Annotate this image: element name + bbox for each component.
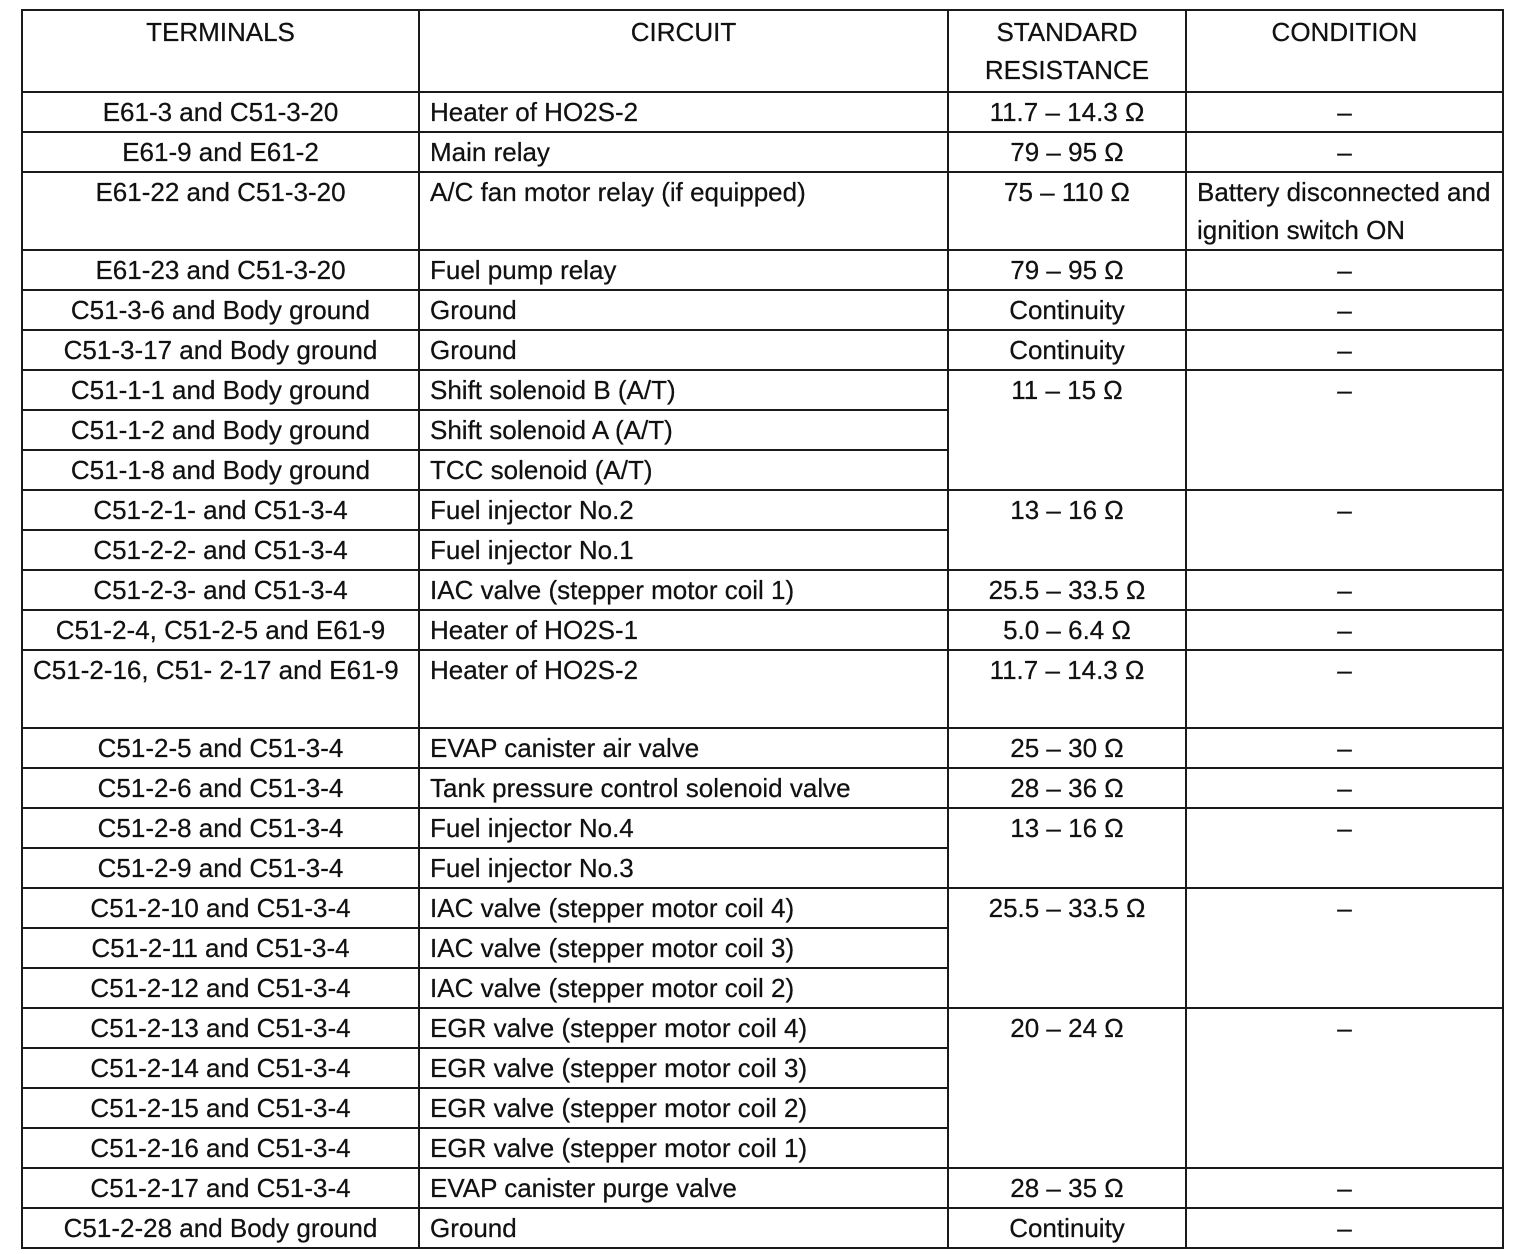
terminals-cell: C51-2-16, C51- 2-17 and E61-9 bbox=[22, 650, 419, 728]
resistance-cell: 13 – 16 Ω bbox=[948, 808, 1186, 888]
resistance-cell: Continuity bbox=[948, 330, 1186, 370]
table-row bbox=[22, 490, 1503, 530]
resistance-cell: 28 – 36 Ω bbox=[948, 768, 1186, 808]
condition-cell: – bbox=[1186, 330, 1503, 370]
terminals-cell: E61-22 and C51-3-20 bbox=[22, 172, 419, 250]
terminals-cell: C51-2-3- and C51-3-4 bbox=[22, 570, 419, 610]
circuit-cell: Main relay bbox=[419, 132, 948, 172]
table-row bbox=[22, 570, 1503, 610]
table-row bbox=[22, 1168, 1503, 1208]
circuit-cell: A/C fan motor relay (if equipped) bbox=[419, 172, 948, 250]
circuit-cell: EVAP canister air valve bbox=[419, 728, 948, 768]
terminals-cell: C51-2-9 and C51-3-4 bbox=[22, 848, 419, 888]
terminals-cell: C51-2-1- and C51-3-4 bbox=[22, 490, 419, 530]
terminals-cell: C51-2-13 and C51-3-4 bbox=[22, 1008, 419, 1048]
table-row bbox=[22, 1208, 1503, 1248]
condition-cell: – bbox=[1186, 290, 1503, 330]
circuit-cell: Shift solenoid B (A/T) bbox=[419, 370, 948, 410]
table-row bbox=[22, 172, 1503, 250]
circuit-cell: Ground bbox=[419, 1208, 948, 1248]
terminals-cell: C51-2-28 and Body ground bbox=[22, 1208, 419, 1248]
table-row bbox=[22, 808, 1503, 848]
table-row bbox=[22, 92, 1503, 132]
resistance-cell: 11.7 – 14.3 Ω bbox=[948, 650, 1186, 728]
condition-cell: Battery disconnected and ignition switch ON bbox=[1186, 172, 1503, 250]
resistance-cell: Continuity bbox=[948, 1208, 1186, 1248]
table-row bbox=[22, 250, 1503, 290]
header-condition: CONDITION bbox=[1186, 10, 1503, 92]
terminals-cell: C51-3-6 and Body ground bbox=[22, 290, 419, 330]
condition-cell: – bbox=[1186, 132, 1503, 172]
resistance-cell: 79 – 95 Ω bbox=[948, 132, 1186, 172]
table-row bbox=[22, 330, 1503, 370]
terminals-cell: C51-2-11 and C51-3-4 bbox=[22, 928, 419, 968]
terminals-cell: C51-1-2 and Body ground bbox=[22, 410, 419, 450]
resistance-cell: 13 – 16 Ω bbox=[948, 490, 1186, 570]
terminals-cell: C51-2-17 and C51-3-4 bbox=[22, 1168, 419, 1208]
resistance-cell: 28 – 35 Ω bbox=[948, 1168, 1186, 1208]
table-row bbox=[22, 610, 1503, 650]
terminals-cell: C51-1-1 and Body ground bbox=[22, 370, 419, 410]
condition-cell: – bbox=[1186, 808, 1503, 888]
terminals-cell: C51-2-5 and C51-3-4 bbox=[22, 728, 419, 768]
circuit-cell: IAC valve (stepper motor coil 1) bbox=[419, 570, 948, 610]
condition-cell: – bbox=[1186, 650, 1503, 728]
circuit-cell: Ground bbox=[419, 330, 948, 370]
table-row bbox=[22, 370, 1503, 410]
circuit-cell: TCC solenoid (A/T) bbox=[419, 450, 948, 490]
resistance-cell: 75 – 110 Ω bbox=[948, 172, 1186, 250]
circuit-cell: EGR valve (stepper motor coil 1) bbox=[419, 1128, 948, 1168]
circuit-cell: Fuel injector No.3 bbox=[419, 848, 948, 888]
circuit-cell: Ground bbox=[419, 290, 948, 330]
condition-cell: – bbox=[1186, 1008, 1503, 1168]
condition-cell: – bbox=[1186, 370, 1503, 490]
terminals-cell: C51-3-17 and Body ground bbox=[22, 330, 419, 370]
circuit-cell: Heater of HO2S-2 bbox=[419, 650, 948, 728]
circuit-cell: Tank pressure control solenoid valve bbox=[419, 768, 948, 808]
table-row bbox=[22, 768, 1503, 808]
resistance-cell: 25.5 – 33.5 Ω bbox=[948, 570, 1186, 610]
resistance-cell: 11 – 15 Ω bbox=[948, 370, 1186, 490]
resistance-cell: 11.7 – 14.3 Ω bbox=[948, 92, 1186, 132]
condition-cell: – bbox=[1186, 92, 1503, 132]
table-row bbox=[22, 728, 1503, 768]
condition-cell: – bbox=[1186, 728, 1503, 768]
terminals-cell: E61-23 and C51-3-20 bbox=[22, 250, 419, 290]
terminals-cell: E61-3 and C51-3-20 bbox=[22, 92, 419, 132]
circuit-cell: IAC valve (stepper motor coil 4) bbox=[419, 888, 948, 928]
resistance-cell: 5.0 – 6.4 Ω bbox=[948, 610, 1186, 650]
condition-cell: – bbox=[1186, 570, 1503, 610]
circuit-cell: EGR valve (stepper motor coil 3) bbox=[419, 1048, 948, 1088]
circuit-cell: Shift solenoid A (A/T) bbox=[419, 410, 948, 450]
circuit-cell: Fuel injector No.4 bbox=[419, 808, 948, 848]
resistance-spec-table bbox=[21, 9, 1504, 1249]
header-standard-resistance-line2: RESISTANCE bbox=[984, 55, 1150, 85]
terminals-cell: E61-9 and E61-2 bbox=[22, 132, 419, 172]
header-standard-resistance bbox=[948, 10, 1186, 92]
condition-cell: – bbox=[1186, 888, 1503, 1008]
condition-cell: – bbox=[1186, 250, 1503, 290]
condition-cell: – bbox=[1186, 1208, 1503, 1248]
terminals-cell: C51-2-10 and C51-3-4 bbox=[22, 888, 419, 928]
circuit-cell: Heater of HO2S-2 bbox=[419, 92, 948, 132]
resistance-cell: 25.5 – 33.5 Ω bbox=[948, 888, 1186, 1008]
table-row bbox=[22, 132, 1503, 172]
circuit-cell: IAC valve (stepper motor coil 2) bbox=[419, 968, 948, 1008]
header-terminals: TERMINALS bbox=[22, 10, 419, 92]
terminals-cell: C51-2-12 and C51-3-4 bbox=[22, 968, 419, 1008]
circuit-cell: Fuel injector No.2 bbox=[419, 490, 948, 530]
circuit-cell: EGR valve (stepper motor coil 2) bbox=[419, 1088, 948, 1128]
terminals-cell: C51-2-4, C51-2-5 and E61-9 bbox=[22, 610, 419, 650]
header-row bbox=[22, 10, 1503, 92]
condition-cell: – bbox=[1186, 768, 1503, 808]
header-standard-resistance-line1: STANDARD bbox=[996, 17, 1138, 47]
circuit-cell: Fuel injector No.1 bbox=[419, 530, 948, 570]
terminals-cell: C51-2-2- and C51-3-4 bbox=[22, 530, 419, 570]
terminals-cell: C51-2-16 and C51-3-4 bbox=[22, 1128, 419, 1168]
terminals-cell: C51-2-14 and C51-3-4 bbox=[22, 1048, 419, 1088]
condition-cell: – bbox=[1186, 610, 1503, 650]
resistance-cell: 79 – 95 Ω bbox=[948, 250, 1186, 290]
condition-cell: – bbox=[1186, 490, 1503, 570]
table-row bbox=[22, 1008, 1503, 1048]
table-row bbox=[22, 290, 1503, 330]
circuit-cell: EVAP canister purge valve bbox=[419, 1168, 948, 1208]
circuit-cell: Fuel pump relay bbox=[419, 250, 948, 290]
resistance-cell: 20 – 24 Ω bbox=[948, 1008, 1186, 1168]
header-circuit: CIRCUIT bbox=[419, 10, 948, 92]
terminals-cell: C51-2-15 and C51-3-4 bbox=[22, 1088, 419, 1128]
terminals-cell: C51-2-6 and C51-3-4 bbox=[22, 768, 419, 808]
circuit-cell: Heater of HO2S-1 bbox=[419, 610, 948, 650]
resistance-cell: Continuity bbox=[948, 290, 1186, 330]
terminals-cell: C51-1-8 and Body ground bbox=[22, 450, 419, 490]
table-row bbox=[22, 650, 1503, 728]
terminals-cell: C51-2-8 and C51-3-4 bbox=[22, 808, 419, 848]
condition-cell: – bbox=[1186, 1168, 1503, 1208]
resistance-cell: 25 – 30 Ω bbox=[948, 728, 1186, 768]
circuit-cell: IAC valve (stepper motor coil 3) bbox=[419, 928, 948, 968]
table-row bbox=[22, 888, 1503, 928]
circuit-cell: EGR valve (stepper motor coil 4) bbox=[419, 1008, 948, 1048]
